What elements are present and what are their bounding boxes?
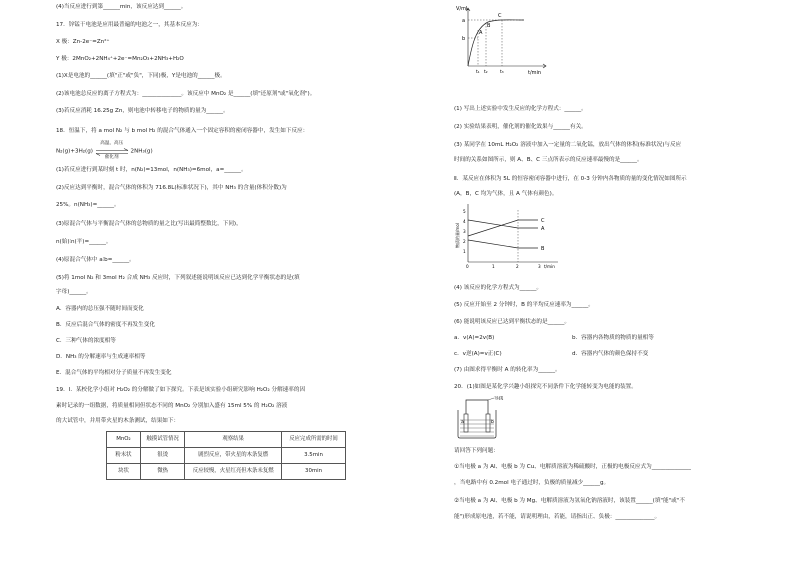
series-label-b: B (541, 246, 545, 252)
q18-part1: (1)若反应进行到某时刻 t 时，n(N₂)=13mol，n(NH₃)=6mol，a=______。 (56, 167, 247, 173)
q18-option-e: E．混合气体的平均相对分子质量不再发生变化 (56, 370, 172, 376)
q18-option-d: D．NH₃ 的分解速率与生成速率相等 (56, 354, 146, 360)
table-cell: 剧烈反应，带火星的木条复燃 (185, 448, 282, 464)
galvanic-cell-diagram (454, 396, 504, 440)
table-header-cell: 观察结果 (185, 432, 282, 448)
table-header-cell: 反应完成所需的时间 (282, 432, 346, 448)
eq-condition-bottom: 催化剂 (104, 155, 119, 160)
table-header-cell: 触摸试管情况 (140, 432, 184, 448)
q19-option-b: b．容器内各物质的物质的量相等 (572, 335, 654, 341)
q18-option-c: C．三种气体的浓度相等 (56, 338, 116, 344)
volume-curve (468, 20, 524, 66)
graph1-xlabel: t/min (528, 70, 542, 76)
q18-title: 18．恒温下，将 a mol N₂ 与 b mol H₂ 的混合气体通入一个固定容积的密闭容器中，发生如下反应： (56, 128, 309, 134)
q17-part2: (2)该电池总反应的离子方程式为：______________。该反应中 MnO₂ 是______(填"还原剂"或"氧化剂")。 (56, 91, 316, 97)
x-tick-t2: t₂ (484, 70, 488, 75)
q18-part3a: (3)原混合气体与平衡混合气体的总物质的量之比(写出最简整数比，下同)， (56, 221, 242, 227)
q17-title: 17．锌锰干电池是应用最普遍的电池之一，其基本反应为： (56, 22, 203, 28)
series-a-line (468, 220, 538, 228)
x-tick-t1: t₁ (476, 70, 480, 75)
table-cell: 微热 (140, 464, 184, 480)
table-cell: 块状 (107, 464, 141, 480)
q20-sub2-line1: ②当电极 a 为 Al、电极 b 为 Mg、电解质溶液为氢氧化钠溶液时，该装置______(填"能"或"不 (454, 498, 685, 504)
q18-eq-left: N₂(g)+3H₂(g) (56, 148, 93, 155)
q16-part4: (4)当反应进行到第______min，该反应达到______。 (56, 4, 187, 10)
table-cell: 3.5min (282, 448, 346, 464)
q18-part5a: (5)将 1mol N₂ 和 3mol H₂ 合成 NH₃ 反应时，下列叙述能说明该反应已达到化学平衡状态的是(填 (56, 275, 300, 281)
q20-sub2-line2: 能")形成原电池，若不能，请说明理由，若能，请指出正、负极：______________。 (454, 514, 661, 520)
q19-option-c: c．v逆(A)=v正(C) (454, 351, 502, 357)
q17-part1: (1)X是电池的______(填"正"或"负"，下同)极，Y是电池的______极。 (56, 73, 226, 79)
q19-part1: (1) 写出上述实验中发生反应的化学方程式：______。 (454, 106, 587, 112)
y-tick: 3 (463, 229, 466, 234)
y-tick-a: a (462, 18, 466, 24)
q19-intro-line3: 的大试管中，并用带火星的木条测试，结果如下： (56, 418, 180, 424)
graph1-ylabel: V/mL (456, 6, 469, 12)
electrode-b (486, 414, 490, 432)
point-label-a: A (479, 30, 483, 36)
q18-part2a: (2)反应达到平衡时，混合气体的体积为 716.8L(标准状况下)，其中 NH₃ 的含量(体积分数)为 (56, 185, 287, 191)
table-cell: 很烫 (140, 448, 184, 464)
table-row (107, 448, 346, 464)
q17-y-electrode: Y 极：2MnO₂+2NH₄⁺+2e⁻=Mn₂O₃+2NH₃+H₂O (56, 56, 184, 62)
electrode-a (464, 414, 468, 432)
electrode-b-label: b (491, 420, 494, 425)
q19-part7: (7) 由图求得平衡时 A 的转化率为______。 (454, 367, 561, 373)
q18-eq-right: 2NH₃(g) (130, 148, 153, 155)
graph2-ylabel: 物质的量/mol (455, 223, 460, 248)
x-tick: 1 (492, 264, 495, 269)
series-b-line (468, 240, 538, 248)
q18-part2b: 25%。n(NH₃)=______。 (56, 202, 120, 208)
wire-label: 导线 (494, 396, 504, 402)
q19-option-d: d．容器内气体的颜色保持不变 (572, 351, 649, 357)
eq-condition-top: 高温、高压 (100, 141, 124, 146)
table-header-row (107, 432, 346, 448)
q20-title: 20．(1)如图是某化学兴趣小组探究不同条件下化学能转变为电能的装置。 (454, 384, 637, 390)
q17-part3: (3)若反应消耗 16.25g Zn，则电池中转移电子的物质的量为______。 (56, 108, 229, 114)
wire (466, 400, 488, 416)
series-label-c: C (541, 218, 545, 224)
x-tick: 3 (538, 264, 541, 269)
electrode-a-label: a (461, 420, 464, 425)
q18-option-b: B．反应后混合气体的密度不再发生变化 (56, 322, 155, 328)
q18-part3b: n(始)∶n(平)=______。 (56, 239, 112, 245)
point-label-c: C (498, 13, 502, 19)
y-tick: 1 (463, 249, 466, 254)
q20-ask: 请回答下列问题： (454, 448, 499, 454)
equilibrium-arrow (95, 141, 129, 160)
x-tick: 0 (466, 264, 469, 269)
q18-part4: (4)原混合气体中 a∶b=______。 (56, 257, 135, 263)
q20-sub1-line1: ①当电极 a 为 Al、电极 b 为 Cu、电解质溶液为稀硫酸时，正极的电极反应式为______________ (454, 464, 691, 470)
point-label-b: B (487, 23, 491, 29)
volume-time-graph (454, 4, 550, 76)
y-tick: 2 (463, 239, 466, 244)
x-tick: 2 (516, 264, 519, 269)
q19-part3b: 时间的关系如图所示，则 A、B、C 三点所表示的反应速率最慢的是______。 (454, 157, 643, 163)
q19-option-a: a．v(A)=2v(B) (454, 335, 495, 341)
y-tick: 5 (463, 209, 466, 214)
q18-equation (56, 141, 153, 160)
series-label-a: A (541, 226, 545, 232)
x-tick-t3: t₃ (500, 70, 504, 75)
graph2-xlabel: t/min (544, 264, 555, 269)
table-cell: 反应较慢，火星红亮但木条未复燃 (185, 464, 282, 480)
q19-part4: (4) 该反应的化学方程式为______。 (454, 285, 543, 291)
mno2-table (106, 431, 346, 480)
q19-II-line1: Ⅱ．某反应在体积为 5L 的恒容密闭容器中进行，在 0-3 分钟内各物质的量的变化情况如图所示 (454, 176, 687, 182)
q19-part5: (5) 反应开始至 2 分钟时，B 的平均反应速率为______。 (454, 302, 594, 308)
q20-sub1-line2: ，当电路中有 0.2mol 电子通过时，负极的质量减少______g。 (454, 480, 610, 486)
q19-part6: (6) 能说明该反应已达到平衡状态的是______。 (454, 319, 570, 325)
q18-part5b: 字母)______。 (56, 289, 92, 295)
moles-time-graph (454, 200, 564, 270)
q19-part3a: (3) 某同学在 10mL H₂O₂ 溶液中加入一定量的二氧化锰，放出气体的体积(标准状况)与反应 (454, 142, 682, 148)
q19-intro-line1: 19．Ⅰ．某校化学小组对 H₂O₂ 的分解做了如下探究。下表是该实验小组研究影响 H₂O₂ 分解速率的因 (56, 387, 306, 393)
q19-intro-line2: 素时记录的一组数据，将质量相同但状态不同的 MnO₂ 分别加入盛有 15ml 5% 的 H₂O₂ 溶液 (56, 403, 288, 409)
y-tick: 4 (463, 219, 466, 224)
q19-II-line2: (A，B，C 均为气体，且 A 气体有颜色)。 (454, 191, 558, 197)
table-cell: 粉末状 (107, 448, 141, 464)
q19-part2: (2) 实验结果表明，催化剂的催化效果与______有关。 (454, 124, 587, 130)
q17-x-electrode: X 极：Zn-2e⁻=Zn²⁺ (56, 39, 110, 45)
table-row (107, 464, 346, 480)
q18-option-a: A．容器内的总压强不随时间而变化 (56, 306, 144, 312)
table-cell: 30min (282, 464, 346, 480)
table-header-cell: MnO₂ (107, 432, 141, 448)
y-tick-b: b (462, 36, 466, 42)
